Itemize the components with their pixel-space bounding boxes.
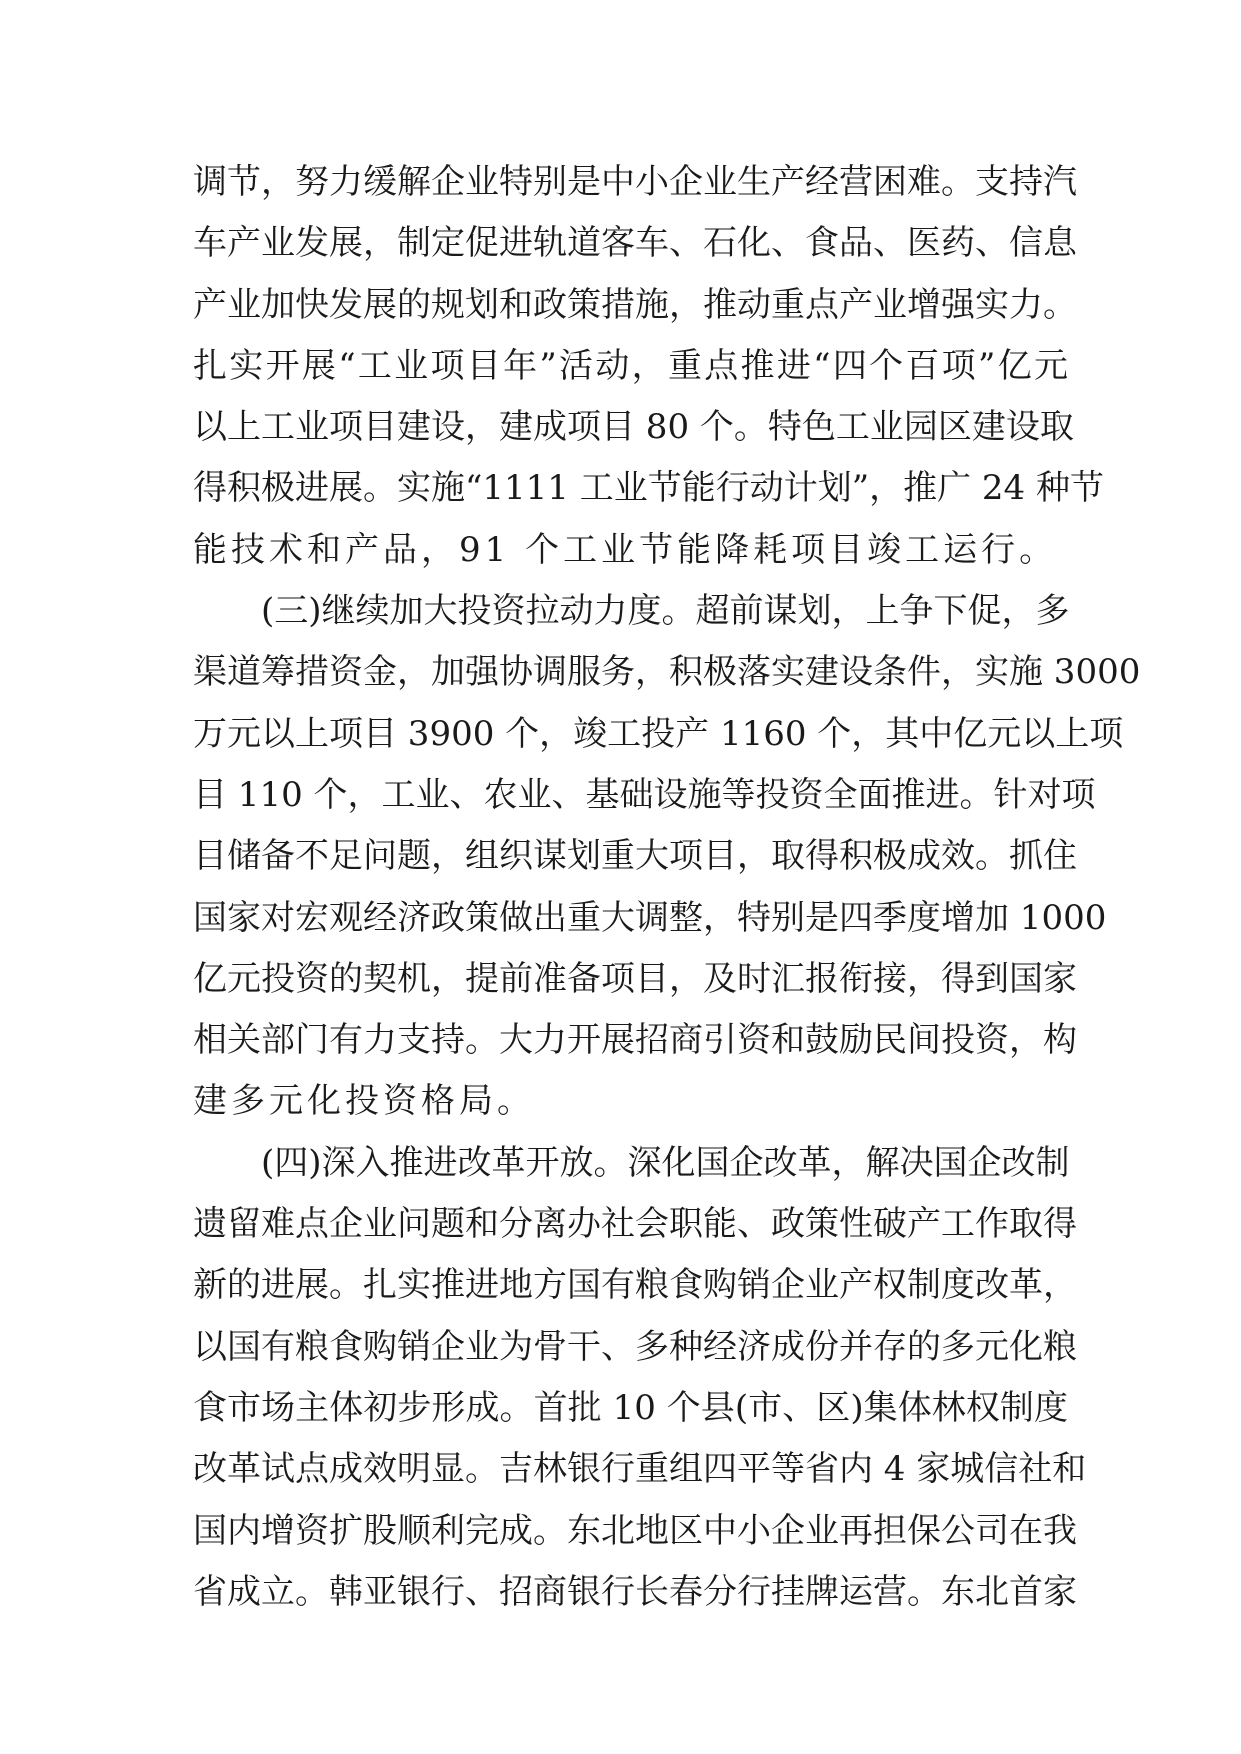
- text-line: 以国有粮食购销企业为骨干、多种经济成份并存的多元化粮: [193, 1326, 1077, 1367]
- text-line: 国家对宏观经济政策做出重大调整，特别是四季度增加 1000: [193, 897, 1107, 938]
- text-line: 能技术和产品，91 个工业节能降耗项目竣工运行。: [193, 529, 1058, 570]
- text-line: 食市场主体初步形成。首批 10 个县(市、区)集体林权制度: [193, 1387, 1068, 1428]
- text-line: 车产业发展，制定促进轨道客车、石化、食品、医药、信息: [193, 223, 1077, 264]
- text-line: 调节，努力缓解企业特别是中小企业生产经营困难。支持汽: [193, 162, 1077, 202]
- text-line: 万元以上项目 3900 个，竣工投产 1160 个，其中亿元以上项: [193, 713, 1124, 754]
- text-line: 渠道筹措资金，加强协调服务，积极落实建设条件，实施 3000: [193, 652, 1141, 693]
- paragraph-first-line: (四)深入推进改革开放。深化国企改革，解决国企改制: [261, 1142, 1070, 1183]
- text-line: 亿元投资的契机，提前准备项目，及时汇报衔接，得到国家: [193, 958, 1077, 999]
- text-line: 目 110 个，工业、农业、基础设施等投资全面推进。针对项: [193, 774, 1096, 815]
- paragraph-first-line: (三)继续加大投资拉动力度。超前谋划，上争下促，多: [261, 591, 1070, 632]
- text-line: 改革试点成效明显。吉林银行重组四平等省内 4 家城信社和: [193, 1449, 1087, 1490]
- document-body: [193, 152, 1141, 1623]
- text-line: 产业加快发展的规划和政策措施，推动重点产业增强实力。: [193, 284, 1077, 325]
- text-line: 建多元化投资格局。: [193, 1081, 535, 1122]
- text-line: 目储备不足问题，组织谋划重大项目，取得积极成效。抓住: [193, 836, 1077, 877]
- text-line: 得积极进展。实施“1111 工业节能行动计划”，推广 24 种节: [193, 468, 1104, 509]
- text-line: 省成立。韩亚银行、招商银行长春分行挂牌运营。东北首家: [193, 1571, 1077, 1612]
- text-line: 遗留难点企业问题和分离办社会职能、政策性破产工作取得: [193, 1204, 1077, 1245]
- text-line: 国内增资扩股顺利完成。东北地区中小企业再担保公司在我: [193, 1510, 1077, 1551]
- text-line: 新的进展。扎实推进地方国有粮食购销企业产权制度改革，: [193, 1265, 1077, 1306]
- text-line: 相关部门有力支持。大力开展招商引资和鼓励民间投资，构: [193, 1020, 1077, 1061]
- text-line: 以上工业项目建设，建成项目 80 个。特色工业园区建设取: [193, 407, 1074, 448]
- text-line: 扎实开展“工业项目年”活动，重点推进“四个百项”亿元: [193, 345, 1068, 386]
